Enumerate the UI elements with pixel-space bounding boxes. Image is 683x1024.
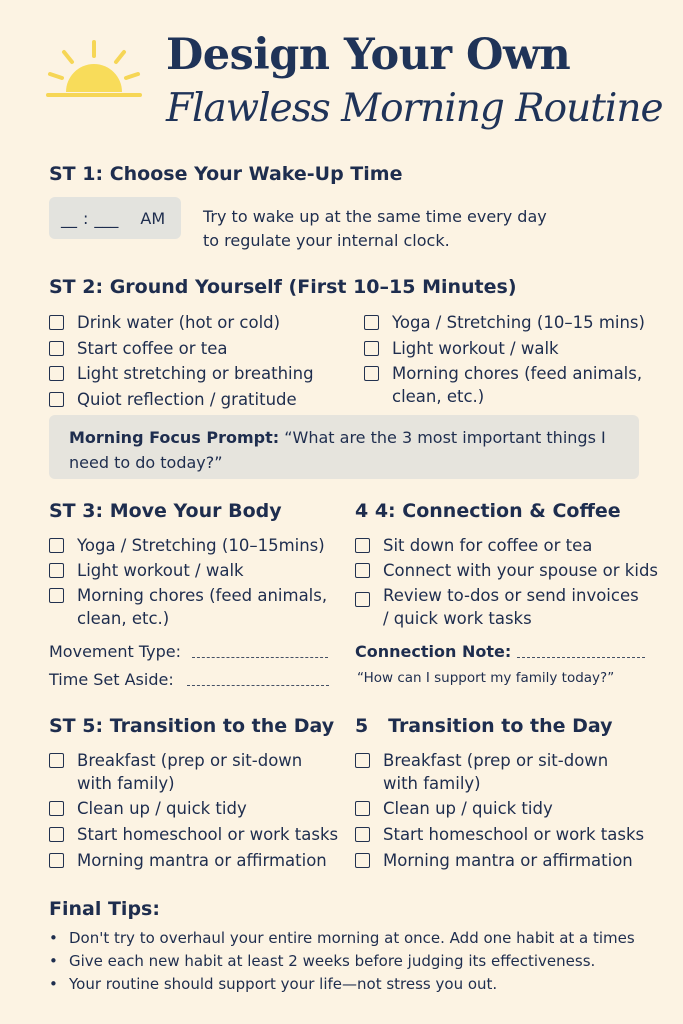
checklist-item[interactable]: Connect with your spouse or kids [355, 559, 658, 582]
checkbox-icon[interactable] [49, 801, 64, 816]
step2-right-list [364, 311, 645, 408]
checkbox-icon[interactable] [364, 315, 379, 330]
checklist-item[interactable]: Morning mantra or affirmation [355, 849, 644, 872]
wake-tip-line2: to regulate your internal clock. [203, 231, 450, 250]
connection-note-field[interactable] [355, 642, 645, 661]
step3-heading: ST 3: Move Your Body [49, 500, 282, 522]
checklist-item[interactable]: Clean up / quick tidy [355, 797, 644, 820]
prompt-text-1: “What are the 3 most important things I [284, 428, 606, 447]
checklist-item[interactable]: Yoga / Stretching (10–15mins) [49, 534, 327, 557]
checkbox-icon[interactable] [364, 341, 379, 356]
checkbox-icon[interactable] [49, 341, 64, 356]
minute-blank[interactable]: ___ [94, 208, 119, 228]
checkbox-icon[interactable] [364, 366, 379, 381]
checkbox-icon[interactable] [49, 538, 64, 553]
tip-item: • Give each new habit at least 2 weeks before judging its effectiveness. [49, 952, 596, 970]
movement-type-blank[interactable] [192, 647, 328, 658]
step2-left-list [49, 311, 314, 411]
checkbox-icon[interactable] [49, 827, 64, 842]
tip-item: • Your routine should support your life—not stress you out. [49, 975, 498, 993]
checkbox-icon[interactable] [355, 563, 370, 578]
ampm-label: AM [140, 208, 166, 228]
prompt-text-2: need to do today?” [69, 453, 223, 472]
checkbox-icon[interactable] [355, 827, 370, 842]
checklist-item[interactable]: Start homeschool or work tasks [355, 823, 644, 846]
step4-list [355, 534, 658, 630]
connection-quote: “How can I support my family today?” [357, 670, 615, 686]
step4-heading: 4 4: Connection & Coffee [355, 500, 621, 522]
wake-time-field[interactable] [49, 197, 181, 239]
step5-left-list [49, 749, 338, 872]
checklist-item[interactable]: Sit down for coffee or tea [355, 534, 658, 557]
sunrise-icon [44, 38, 144, 100]
connection-note-label: Connection Note: [355, 642, 512, 661]
step5-right-list [355, 749, 644, 872]
focus-prompt-box [49, 415, 639, 479]
connection-note-blank[interactable] [517, 647, 645, 658]
step5-heading-left: ST 5: Transition to the Day [49, 715, 335, 737]
checkbox-icon[interactable] [49, 366, 64, 381]
checklist-item[interactable]: Morning chores (feed animals, clean, etc.) [364, 362, 645, 408]
checklist-item[interactable]: Light workout / walk [364, 337, 645, 360]
time-set-aside-field[interactable] [49, 670, 329, 689]
movement-type-label: Movement Type: [49, 642, 181, 661]
wake-tip [203, 205, 547, 253]
time-set-aside-blank[interactable] [187, 675, 329, 686]
checkbox-icon[interactable] [355, 753, 370, 768]
step2-heading: ST 2: Ground Yourself (First 10–15 Minutes) [49, 276, 517, 298]
prompt-label: Morning Focus Prompt: [69, 428, 280, 447]
checkbox-icon[interactable] [49, 588, 64, 603]
checklist-item[interactable]: Start homeschool or work tasks [49, 823, 338, 846]
checklist-item[interactable]: Light stretching or breathing [49, 362, 314, 385]
final-tips-heading: Final Tips: [49, 898, 160, 920]
checkbox-icon[interactable] [49, 853, 64, 868]
checklist-item[interactable]: Quiot reflection / gratitude [49, 388, 314, 411]
checkbox-icon[interactable] [49, 563, 64, 578]
checkbox-icon[interactable] [355, 853, 370, 868]
checklist-item[interactable]: Breakfast (prep or sit-down with family) [49, 749, 338, 795]
checkbox-icon[interactable] [49, 315, 64, 330]
checklist-item[interactable]: Breakfast (prep or sit-down with family) [355, 749, 644, 795]
checklist-item[interactable]: Review to-dos or send invoices / quick work tasks [355, 584, 658, 630]
step3-list [49, 534, 327, 630]
checkbox-icon[interactable] [49, 753, 64, 768]
checkbox-icon[interactable] [355, 592, 370, 607]
tip-item: • Don't try to overhaul your entire morning at once. Add one habit at a times [49, 929, 635, 947]
step1-heading: ST 1: Choose Your Wake-Up Time [49, 163, 403, 185]
movement-type-field[interactable] [49, 642, 328, 661]
checklist-item[interactable]: Drink water (hot or cold) [49, 311, 314, 334]
checklist-item[interactable]: Clean up / quick tidy [49, 797, 338, 820]
checkbox-icon[interactable] [355, 801, 370, 816]
step5-heading-right: 5 Transition to the Day [355, 715, 613, 737]
time-set-aside-label: Time Set Aside: [49, 670, 174, 689]
page-title: Design Your Own [166, 30, 571, 80]
checklist-item[interactable]: Morning mantra or affirmation [49, 849, 338, 872]
page-subtitle: Flawless Morning Routine [166, 86, 663, 131]
final-tips-list [49, 929, 649, 993]
checkbox-icon[interactable] [49, 392, 64, 407]
checklist-item[interactable]: Morning chores (feed animals, clean, etc.) [49, 584, 327, 630]
checklist-item[interactable]: Light workout / walk [49, 559, 327, 582]
time-colon: : [83, 208, 89, 228]
checkbox-icon[interactable] [355, 538, 370, 553]
checklist-item[interactable]: Start coffee or tea [49, 337, 314, 360]
hour-blank[interactable]: __ [61, 208, 77, 228]
wake-tip-line1: Try to wake up at the same time every day [203, 207, 547, 226]
checklist-item[interactable]: Yoga / Stretching (10–15 mins) [364, 311, 645, 334]
